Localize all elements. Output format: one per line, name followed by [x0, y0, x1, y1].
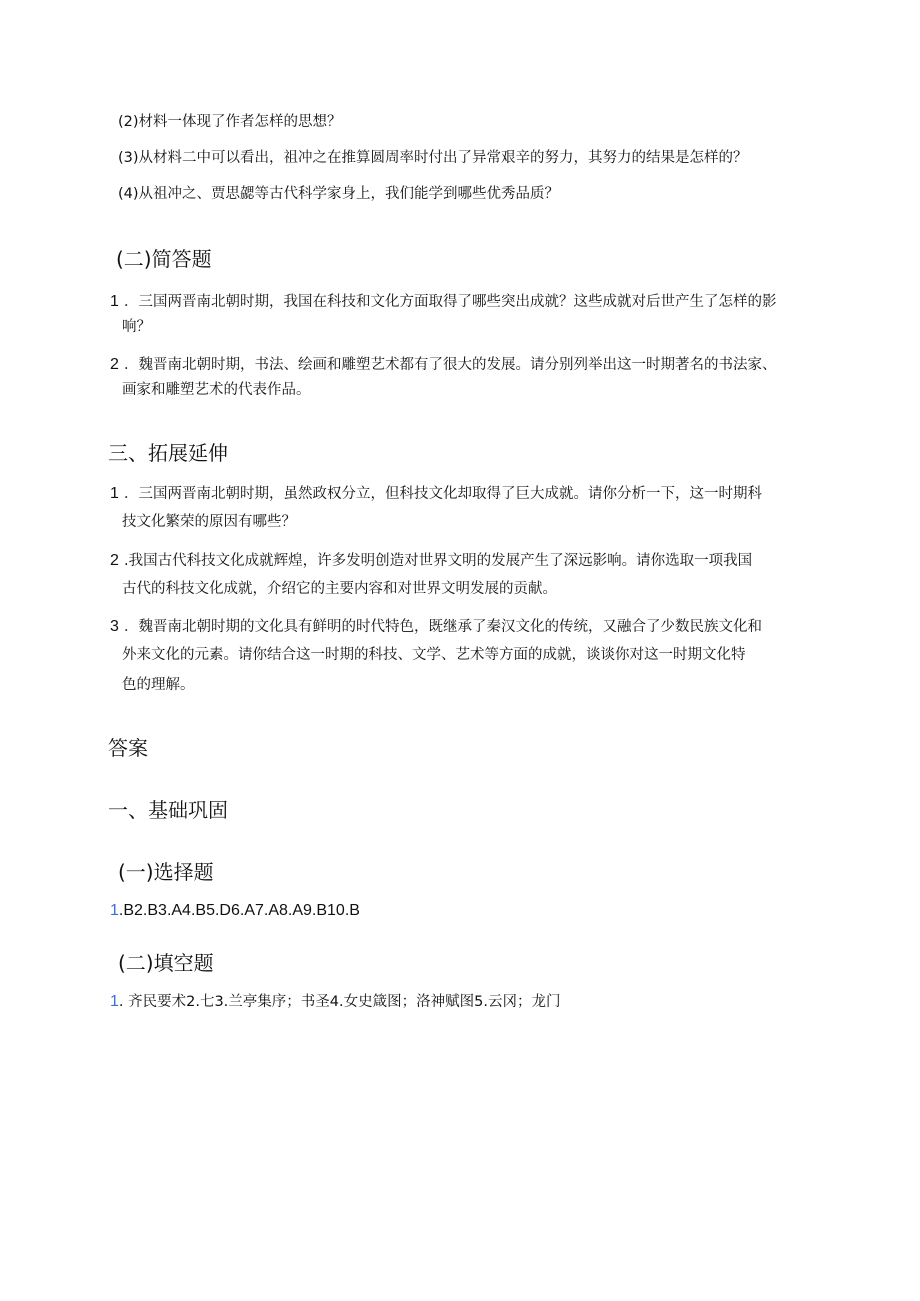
- short-answer-heading: (二)简答题: [116, 247, 212, 271]
- item-text-cont: 画家和雕塑艺术的代表作品。: [122, 382, 311, 398]
- extension-item-2: [110, 551, 752, 571]
- item-text: ．三国两晋南北朝时期，我国在科技和文化方面取得了哪些突出成就？这些成就对后世产生了怎样的影: [124, 294, 777, 310]
- extension-item-3: [110, 617, 762, 637]
- item-text-cont: 响？: [122, 319, 151, 335]
- answers-heading: 答案: [108, 736, 148, 760]
- item-text-cont: 古代的科技文化成就，介绍它的主要内容和对世界文明发展的贡献。: [122, 581, 557, 597]
- question-4: (4)从祖冲之、贾思勰等古代科学家身上，我们能学到哪些优秀品质？: [118, 186, 560, 202]
- fill-answers: [110, 992, 560, 1012]
- choice-heading: (一)选择题: [118, 860, 214, 884]
- item-text-cont: 外来文化的元素。请你结合这一时期的科技、文学、艺术等方面的成就，谈谈你对这一时期文化特: [122, 647, 746, 663]
- choice-answers: [110, 901, 360, 921]
- item-text: ．魏晋南北朝时期，书法、绘画和雕塑艺术都有了很大的发展。请分别列举出这一时期著名的书法家、: [124, 357, 777, 373]
- item-text: ．三国两晋南北朝时期，虽然政权分立，但科技文化却取得了巨大成就。请你分析一下，这一时期科: [124, 486, 762, 502]
- extension-item-1: [110, 484, 762, 504]
- item-text-cont: 色的理解。: [122, 677, 195, 693]
- item-number: 1: [110, 485, 119, 502]
- question-2: (2)材料一体现了作者怎样的思想？: [118, 114, 342, 130]
- fill-heading: (二)填空题: [118, 951, 214, 975]
- item-number: 3: [110, 618, 119, 635]
- extension-heading: 三、拓展延伸: [108, 441, 228, 465]
- item-text: ．魏晋南北朝时期的文化具有鲜明的时代特色，既继承了秦汉文化的传统，又融合了少数民族文化和: [124, 619, 762, 635]
- question-3: (3)从材料二中可以看出，祖冲之在推算圆周率时付出了异常艰辛的努力，其努力的结果是怎样的？: [118, 150, 748, 166]
- short-answer-item-2: [110, 355, 777, 375]
- answer-number: 1: [110, 993, 119, 1010]
- answer-text: .B2.B3.A4.B5.D6.A7.A8.A9.B10.B: [118, 902, 360, 919]
- item-number: 2: [110, 356, 119, 373]
- item-number: 1: [110, 293, 119, 310]
- answers-section-1: 一、基础巩固: [108, 798, 228, 822]
- item-number: 2: [110, 552, 119, 569]
- answer-number: 1: [110, 902, 119, 919]
- short-answer-item-1: [110, 292, 777, 312]
- item-text: .我国古代科技文化成就辉煌，许多发明创造对世界文明的发展产生了深远影响。请你选取一项我国: [124, 553, 753, 569]
- item-text-cont: 技文化繁荣的原因有哪些？: [122, 514, 296, 530]
- answer-text: . 齐民要术2.七3.兰亭集序；书圣4.女史箴图；洛神赋图5.云冈；龙门: [118, 994, 561, 1010]
